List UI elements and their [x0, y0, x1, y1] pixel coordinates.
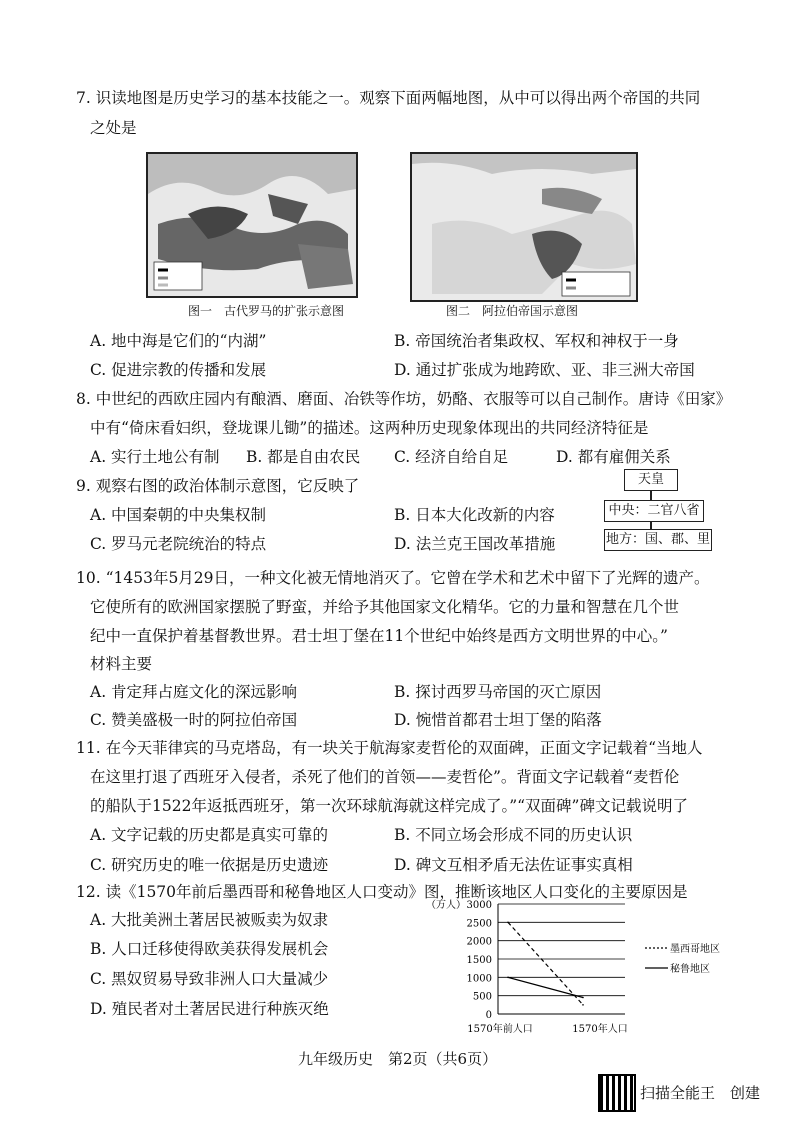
q10-stem-line2: 它使所有的欧洲国家摆脱了野蛮，并给予其他国家文化精华。它的力量和智慧在几个世	[90, 598, 680, 616]
map2-caption: 图二 阿拉伯帝国示意图	[446, 304, 579, 318]
legend-label-0: 墨西哥地区	[670, 944, 720, 955]
scanner-watermark: 扫描全能王 创建	[640, 1084, 761, 1102]
q11-option-b: B. 不同立场会形成不同的历史认识	[394, 826, 633, 844]
q7-option-c: C. 促进宗教的传播和发展	[90, 361, 267, 379]
q7-option-d: D. 通过扩张成为地跨欧、亚、非三洲大帝国	[394, 361, 695, 379]
series-1-point-0	[507, 977, 509, 979]
roman-expansion-map	[146, 152, 358, 298]
page-footer: 九年级历史 第2页（共6页）	[298, 1050, 498, 1068]
chart-y-label: （万人）	[426, 900, 466, 911]
series-1-point-1	[582, 997, 584, 999]
legend-label-1: 秘鲁地区	[670, 964, 710, 975]
q12-option-b: B. 人口迁移使得欧美获得发展机会	[90, 940, 329, 958]
population-chart	[420, 896, 740, 1036]
y-tick-label-1000: 1000	[466, 973, 492, 985]
y-tick-label-0: 0	[485, 1010, 492, 1021]
y-tick-label-2000: 2000	[466, 936, 492, 948]
q10-stem-line4: 材料主要	[90, 655, 153, 673]
x-tick-label-0: 1570年前人口	[467, 1024, 533, 1035]
series-line-0	[508, 922, 583, 1005]
q7-option-a: A. 地中海是它们的“内湖”	[90, 332, 267, 350]
q8-stem-line1: 8. 中世纪的西欧庄园内有酿酒、磨面、冶铁等作坊，奶酪、衣服等可以自己制作。唐诗《田家》	[76, 390, 732, 408]
x-tick-label-1: 1570年人口	[572, 1024, 628, 1035]
q9-option-c: C. 罗马元老院统治的特点	[90, 535, 267, 553]
q7-stem-line2: 之处是	[90, 119, 137, 137]
q7-stem-line1: 7. 识读地图是历史学习的基本技能之一。观察下面两幅地图，从中可以得出两个帝国的共同	[76, 89, 701, 107]
diagram-connector-1	[650, 490, 652, 500]
diagram-local-box: 地方：国、郡、里	[604, 529, 712, 551]
map1-caption: 图一 古代罗马的扩张示意图	[188, 304, 345, 318]
q10-option-a: A. 肯定拜占庭文化的深远影响	[90, 683, 298, 701]
q8-option-a: A. 实行土地公有制	[90, 448, 220, 466]
q9-stem: 9. 观察右图的政治体制示意图，它反映了	[76, 477, 360, 495]
q10-stem-line3: 纪中一直保护着基督教世界。君士坦丁堡在11个世纪中始终是西方文明世界的中心。”	[90, 627, 668, 645]
q11-stem-line1: 11. 在今天菲律宾的马克塔岛，有一块关于航海家麦哲伦的双面碑，正面文字记载着“当地人	[76, 739, 703, 757]
diagram-connector-2	[650, 521, 652, 529]
series-0-point-0	[507, 922, 509, 924]
series-line-1	[508, 977, 583, 997]
q11-stem-line2: 在这里打退了西班牙入侵者，杀死了他们的首领——麦哲伦”。背面文字记载着“麦哲伦	[90, 768, 680, 786]
q9-option-b: B. 日本大化改新的内容	[394, 506, 555, 524]
q8-option-d: D. 都有雇佣关系	[556, 448, 671, 466]
q10-option-d: D. 惋惜首都君士坦丁堡的陷落	[394, 711, 602, 729]
q11-option-c: C. 研究历史的唯一依据是历史遗迹	[90, 856, 329, 874]
qr-code-icon	[598, 1074, 636, 1112]
q7-option-b: B. 帝国统治者集政权、军权和神权于一身	[394, 332, 679, 350]
q8-option-b: B. 都是自由农民	[246, 448, 361, 466]
q12-option-d: D. 殖民者对土著居民进行种族灭绝	[90, 1000, 329, 1018]
y-tick-label-1500: 1500	[466, 955, 492, 966]
q10-option-b: B. 探讨西罗马帝国的灭亡原因	[394, 683, 602, 701]
series-0-point-1	[582, 1004, 584, 1006]
q12-option-a: A. 大批美洲土著居民被贩卖为奴隶	[90, 911, 329, 929]
q11-stem-line3: 的船队于1522年返抵西班牙，第一次环球航海就这样完成了。”“双面碑”碑文记载说明了	[90, 797, 688, 815]
q9-option-a: A. 中国秦朝的中央集权制	[90, 506, 267, 524]
q12-stem: 12. 读《1570年前后墨西哥和秘鲁地区人口变动》图，推断该地区人口变化的主要原因是	[76, 883, 688, 901]
q9-option-d: D. 法兰克王国改革措施	[394, 535, 556, 553]
y-tick-label-500: 500	[472, 991, 492, 1003]
y-tick-label-2500: 2500	[466, 918, 492, 930]
q8-option-c: C. 经济自给自足	[394, 448, 509, 466]
q10-stem-line1: 10. “1453年5月29日，一种文化被无情地消灭了。它曾在学术和艺术中留下了光辉的遗产。	[76, 569, 710, 587]
y-tick-label-3000: 3000	[466, 900, 492, 911]
q10-option-c: C. 赞美盛极一时的阿拉伯帝国	[90, 711, 298, 729]
diagram-central-box: 中央：二官八省	[604, 500, 704, 522]
q11-option-d: D. 碑文互相矛盾无法佐证事实真相	[394, 856, 633, 874]
arab-empire-map	[410, 152, 638, 302]
q8-stem-line2: 中有“倚床看妇织，登垅课儿锄”的描述。这两种历史现象体现出的共同经济特征是	[90, 419, 649, 437]
q11-option-a: A. 文字记载的历史都是真实可靠的	[90, 826, 329, 844]
diagram-tenno-box: 天皇	[624, 469, 678, 491]
q12-option-c: C. 黑奴贸易导致非洲人口大量减少	[90, 970, 329, 988]
